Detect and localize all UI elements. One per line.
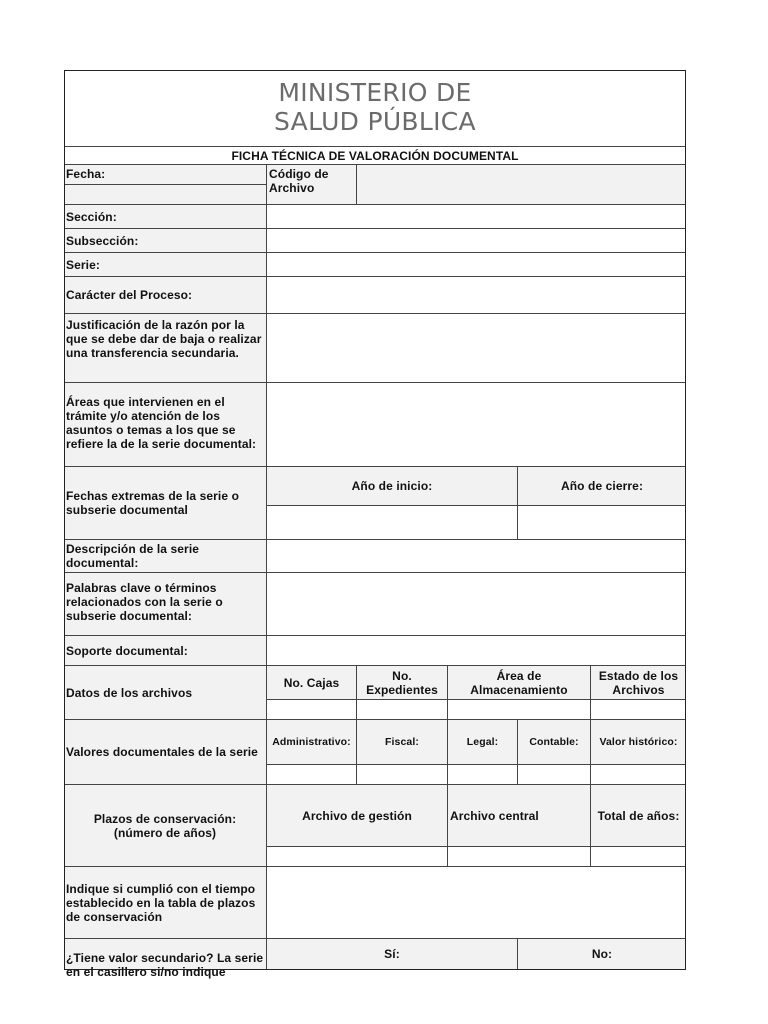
descripcion-value[interactable] [267,540,686,573]
palabras-clave-value[interactable] [267,573,686,636]
area-almacenamiento-header: Área de Almacenamiento [448,666,591,700]
areas-value[interactable] [267,383,686,467]
valor-historico-header: Valor histórico: [591,720,686,765]
serie-value[interactable] [267,253,686,277]
archivo-central-value[interactable] [448,847,591,867]
caracter-proceso-value[interactable] [267,277,686,314]
palabras-clave-label: Palabras clave o términos relacionados con la serie o subserie documental: [64,573,267,636]
subseccion-label: Subsección: [64,229,267,253]
no-header: No: [518,939,686,970]
serie-label: Serie: [64,253,267,277]
datos-archivos-label: Datos de los archivos [64,666,267,720]
anio-cierre-value[interactable] [518,506,686,540]
anio-inicio-value[interactable] [267,506,518,540]
no-cajas-value[interactable] [267,700,357,720]
logo-area [64,70,686,147]
codigo-archivo-label: Código de Archivo [267,165,357,205]
caracter-proceso-label: Carácter del Proceso: [64,277,267,314]
valores-documentales-label: Valores documentales de la serie [64,720,267,785]
fechas-extremas-label: Fechas extremas de la serie o subserie documental [64,467,267,540]
fiscal-value[interactable] [357,765,448,785]
areas-label: Áreas que intervienen en el trámite y/o atención de los asuntos o temas a los que se refiere la de la serie documental: [64,383,267,467]
valor-secundario-label: ¿Tiene valor secundario? La serie en el casillero si/no indique [64,939,267,970]
fiscal-header: Fiscal: [357,720,448,765]
administrativo-header: Administrativo: [267,720,357,765]
plazos-label: Plazos de conservación: (número de años) [64,785,267,867]
no-cajas-header: No. Cajas [267,666,357,700]
legal-header: Legal: [448,720,518,765]
soporte-label: Soporte documental: [64,636,267,666]
si-header: Sí: [267,939,518,970]
codigo-archivo-value[interactable] [357,165,686,205]
logo-text-line-2: SALUD PÚBLICA [274,107,476,136]
archivo-central-header: Archivo central [448,785,591,847]
form-title: FICHA TÉCNICA DE VALORACIÓN DOCUMENTAL [64,147,686,165]
total-anios-header: Total de años: [591,785,686,847]
archivo-gestion-value[interactable] [267,847,448,867]
indique-cumplio-label: Indique si cumplió con el tiempo establecido en la tabla de plazos de conservación [64,867,267,939]
legal-value[interactable] [448,765,518,785]
no-expedientes-value[interactable] [357,700,448,720]
logo-text-line-1: MINISTERIO DE [278,78,472,107]
justificacion-label: Justificación de la razón por la que se debe dar de baja o realizar una transferencia secundaria. [64,314,267,383]
no-expedientes-header: No. Expedientes [357,666,448,700]
area-almacenamiento-value[interactable] [448,700,591,720]
valuation-form [64,70,686,979]
soporte-value[interactable] [267,636,686,666]
total-anios-value[interactable] [591,847,686,867]
anio-cierre-label: Año de cierre: [518,467,686,506]
subseccion-value[interactable] [267,229,686,253]
valor-historico-value[interactable] [591,765,686,785]
fecha-value[interactable] [64,185,267,205]
indique-cumplio-value[interactable] [267,867,686,939]
fecha-label: Fecha: [64,165,267,185]
seccion-label: Sección: [64,205,267,229]
archivo-gestion-header: Archivo de gestión [267,785,448,847]
justificacion-value[interactable] [267,314,686,383]
estado-archivos-value[interactable] [591,700,686,720]
estado-archivos-header: Estado de los Archivos [591,666,686,700]
contable-value[interactable] [518,765,591,785]
descripcion-label: Descripción de la serie documental: [64,540,267,573]
administrativo-value[interactable] [267,765,357,785]
anio-inicio-label: Año de inicio: [267,467,518,506]
seccion-value[interactable] [267,205,686,229]
contable-header: Contable: [518,720,591,765]
